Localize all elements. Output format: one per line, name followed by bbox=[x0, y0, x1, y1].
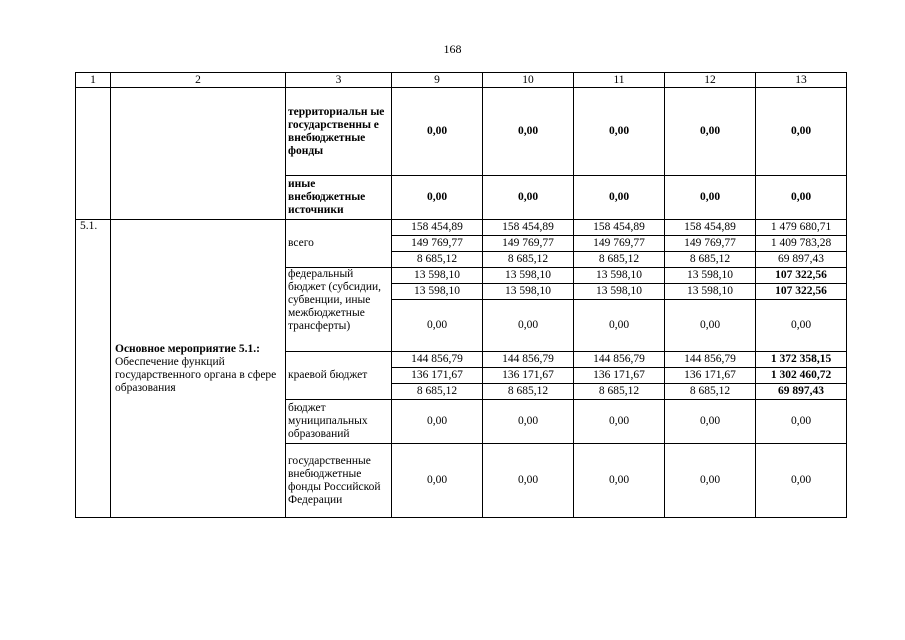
value-cell: 1 302 460,72 bbox=[756, 368, 847, 384]
value-cell: 149 769,77 bbox=[483, 236, 574, 252]
source-cell: бюджет муниципальных образований bbox=[286, 400, 392, 444]
value-cell: 107 322,56 bbox=[756, 284, 847, 300]
header-cell: 2 bbox=[111, 73, 286, 88]
value-cell: 144 856,79 bbox=[665, 352, 756, 368]
value-cell: 0,00 bbox=[574, 444, 665, 518]
table-row bbox=[76, 220, 847, 236]
value-cell: 13 598,10 bbox=[392, 284, 483, 300]
value-cell: 13 598,10 bbox=[483, 268, 574, 284]
value-cell: 0,00 bbox=[756, 300, 847, 352]
value-cell: 158 454,89 bbox=[574, 220, 665, 236]
value-cell: 8 685,12 bbox=[665, 252, 756, 268]
value-cell: 13 598,10 bbox=[574, 284, 665, 300]
header-cell: 10 bbox=[483, 73, 574, 88]
value-cell: 0,00 bbox=[756, 400, 847, 444]
value-cell: 0,00 bbox=[483, 88, 574, 176]
value-cell: 0,00 bbox=[483, 300, 574, 352]
value-cell: 0,00 bbox=[665, 400, 756, 444]
item-title-rest: Обеспечение функций государственного органа в сфере образования bbox=[115, 355, 277, 394]
value-cell: 0,00 bbox=[665, 444, 756, 518]
value-cell: 8 685,12 bbox=[574, 384, 665, 400]
value-cell: 158 454,89 bbox=[665, 220, 756, 236]
header-row bbox=[76, 73, 847, 88]
value-cell: 0,00 bbox=[574, 300, 665, 352]
value-cell: 144 856,79 bbox=[392, 352, 483, 368]
value-cell: 0,00 bbox=[756, 444, 847, 518]
value-cell: 0,00 bbox=[665, 300, 756, 352]
value-cell: 69 897,43 bbox=[756, 252, 847, 268]
header-cell: 11 bbox=[574, 73, 665, 88]
header-cell: 3 bbox=[286, 73, 392, 88]
value-cell: 0,00 bbox=[392, 400, 483, 444]
source-cell: государственные внебюджетные фонды Российской Федерации bbox=[286, 444, 392, 518]
value-cell: 136 171,67 bbox=[392, 368, 483, 384]
value-cell: 0,00 bbox=[574, 176, 665, 220]
value-cell: 136 171,67 bbox=[665, 368, 756, 384]
page-number: 168 bbox=[443, 42, 462, 56]
value-cell: 0,00 bbox=[483, 444, 574, 518]
value-cell: 149 769,77 bbox=[665, 236, 756, 252]
value-cell: 0,00 bbox=[574, 400, 665, 444]
value-cell: 8 685,12 bbox=[392, 252, 483, 268]
value-cell: 0,00 bbox=[392, 444, 483, 518]
value-cell: 144 856,79 bbox=[483, 352, 574, 368]
value-cell: 158 454,89 bbox=[392, 220, 483, 236]
value-cell: 144 856,79 bbox=[574, 352, 665, 368]
value-cell: 1 409 783,28 bbox=[756, 236, 847, 252]
header-cell: 13 bbox=[756, 73, 847, 88]
header-cell: 1 bbox=[76, 73, 111, 88]
value-cell: 0,00 bbox=[392, 300, 483, 352]
empty-index-cell bbox=[76, 88, 111, 220]
value-cell: 149 769,77 bbox=[574, 236, 665, 252]
value-cell: 8 685,12 bbox=[392, 384, 483, 400]
value-cell: 8 685,12 bbox=[665, 384, 756, 400]
header-cell: 12 bbox=[665, 73, 756, 88]
value-cell: 0,00 bbox=[392, 88, 483, 176]
value-cell: 13 598,10 bbox=[665, 284, 756, 300]
value-cell: 0,00 bbox=[392, 176, 483, 220]
empty-title-cell bbox=[111, 88, 286, 220]
value-cell: 1 479 680,71 bbox=[756, 220, 847, 236]
value-cell: 149 769,77 bbox=[392, 236, 483, 252]
item-title-bold: Основное мероприятие 5.1.: bbox=[115, 342, 260, 355]
table-row bbox=[76, 88, 847, 176]
value-cell: 0,00 bbox=[756, 88, 847, 176]
value-cell: 8 685,12 bbox=[574, 252, 665, 268]
value-cell: 0,00 bbox=[756, 176, 847, 220]
value-cell: 13 598,10 bbox=[574, 268, 665, 284]
budget-table bbox=[75, 72, 847, 518]
value-cell: 107 322,56 bbox=[756, 268, 847, 284]
item-title bbox=[111, 220, 286, 518]
value-cell: 0,00 bbox=[665, 176, 756, 220]
value-cell: 0,00 bbox=[665, 88, 756, 176]
value-cell: 0,00 bbox=[574, 88, 665, 176]
value-cell: 8 685,12 bbox=[483, 384, 574, 400]
source-cell: иные внебюджетные источники bbox=[286, 176, 392, 220]
value-cell: 158 454,89 bbox=[483, 220, 574, 236]
value-cell: 13 598,10 bbox=[392, 268, 483, 284]
value-cell: 1 372 358,15 bbox=[756, 352, 847, 368]
value-cell: 136 171,67 bbox=[483, 368, 574, 384]
value-cell: 0,00 bbox=[483, 400, 574, 444]
value-cell: 69 897,43 bbox=[756, 384, 847, 400]
source-cell: всего bbox=[286, 220, 392, 268]
value-cell: 13 598,10 bbox=[483, 284, 574, 300]
value-cell: 0,00 bbox=[483, 176, 574, 220]
source-cell: территориальн ые государственны е внебюджетные фонды bbox=[286, 88, 392, 176]
item-index: 5.1. bbox=[76, 220, 111, 518]
source-cell: федеральный бюджет (субсидии, субвенции, иные межбюджетные трансферты) bbox=[286, 268, 392, 352]
source-cell: краевой бюджет bbox=[286, 352, 392, 400]
value-cell: 8 685,12 bbox=[483, 252, 574, 268]
value-cell: 136 171,67 bbox=[574, 368, 665, 384]
value-cell: 13 598,10 bbox=[665, 268, 756, 284]
header-cell: 9 bbox=[392, 73, 483, 88]
